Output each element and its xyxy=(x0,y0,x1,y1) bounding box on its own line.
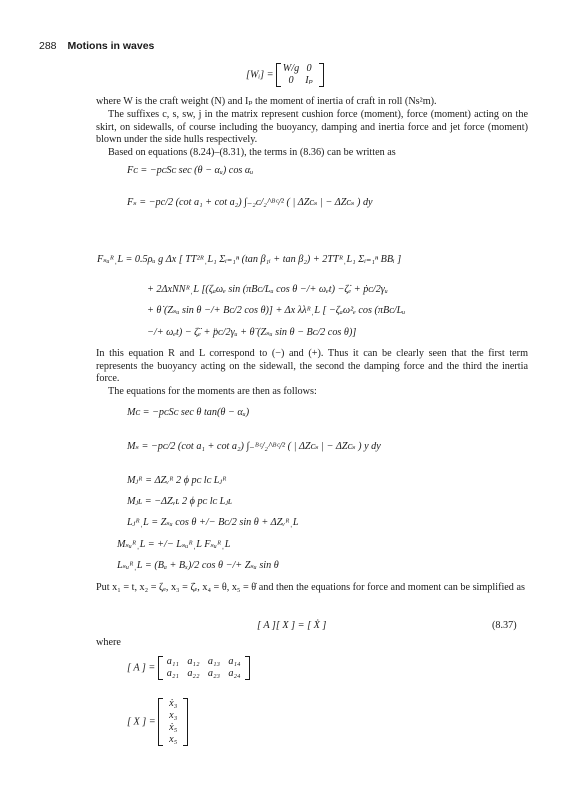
paragraph-r-and-l: In this equation R and L correspond to (−) and (+). Thus it can be clearly seen that the first term represents the buoyancy acting on the sidewall, the second the damping force and the third the inertia force. xyxy=(96,348,528,385)
where-label: where xyxy=(96,637,121,648)
paragraph-put-x: Put x₁ = t, x₂ = ζₑ, x₃ = ζ̇ₑ, x₄ = θ, x₅ = θ̇ and then the equations for force and moment can be simplified as xyxy=(96,582,525,593)
x-matrix-cell: x₅ xyxy=(169,734,178,745)
equation-x-matrix xyxy=(127,698,188,746)
x-matrix-lhs: [ X ] = xyxy=(127,716,156,728)
equation-fsw-line3: + θ̇ (Zₛᵤ sin θ −/+ Bᴄ/2 cos θ)] + Δx λλᴿˌL [ −ζₐω²ₑ cos (πBᴄ/Lᵤ xyxy=(147,305,406,316)
a-matrix-cell: a₁₃ xyxy=(207,656,221,667)
x-matrix-cell: x₃ xyxy=(169,710,178,721)
paragraph-based-on: Based on equations (8.24)–(8.31), the terms in (8.36) can be written as xyxy=(108,147,396,158)
a-matrix-cell: a₂₂ xyxy=(187,668,200,679)
equation-lsw: LₛᵤᴿˌL = (Bₐ + Bₓ)/2 cos θ −/+ Zₛᵤ sin θ xyxy=(117,560,279,571)
paragraph-where-w: where W is the craft weight (N) and Iₚ the moment of inertia of craft in roll (Ns²m). xyxy=(96,96,437,107)
w-matrix-cell: 0 xyxy=(288,75,294,86)
equation-a-matrix xyxy=(127,656,250,680)
equation-fc: Fᴄ = −pᴄSᴄ sec (θ − αᵤ) cos αᵤ xyxy=(127,165,254,176)
equation-fsw-line1: FₛᵤᴿˌL = 0.5ρᵤ g Δx [ TT²ᴿˌL₁ Σᵢ₌₁ⁿ (tan β₁ᵢ + tan β₂) + 2TTᴿˌL₁ Σᵢ₌₁ⁿ BBᵢ ] xyxy=(97,254,402,265)
w-matrix-cell: 0 xyxy=(306,63,312,74)
equation-mjr: Mⱼᴿ = ΔZᵥᴿ 2 ϕ pᴄ lᴄ Lⱼᴿ xyxy=(127,475,227,486)
equation-mc: Mᴄ = −pᴄSᴄ sec θ tan(θ − αᵤ) xyxy=(127,407,250,418)
equation-ms: Mₛ = −pᴄ/2 (cot a₁ + cot a₂) ∫₋ᴮᶜ/₂^ᴮᶜ/² ( | ΔZᴄₛ | − ΔZᴄₛ ) y dy xyxy=(127,441,381,452)
x-matrix-cell: ẋ₃ xyxy=(169,698,178,709)
a-matrix xyxy=(158,656,250,680)
equation-w-lhs: [Wᵢ] = xyxy=(246,69,274,81)
equation-w-matrix xyxy=(246,63,324,87)
paragraph-moments-intro: The equations for the moments are then as follows: xyxy=(108,386,317,397)
a-matrix-lhs: [ A ] = xyxy=(127,662,156,674)
page-number: 288 xyxy=(39,40,57,52)
equation-fsw-line2: + 2ΔxNNᴿˌL [(ζₐωₑ sin (πBᴄ/Lᵤ cos θ −/+ ωₑt) −ζ̇ₑ + ṗᴄ/2γᵤ xyxy=(147,284,388,295)
x-matrix-cell: ẋ₅ xyxy=(169,722,178,733)
w-matrix xyxy=(276,63,324,87)
a-matrix-cell: a₁₄ xyxy=(228,656,241,667)
a-matrix-cell: a₂₁ xyxy=(166,668,179,679)
running-header xyxy=(39,40,154,52)
w-matrix-cell: Iₚ xyxy=(305,75,313,86)
running-title: Motions in waves xyxy=(67,40,155,52)
a-matrix-cell: a₁₂ xyxy=(187,656,200,667)
paragraph-suffixes: The suffixes c, s, sw, j in the matrix represent cushion force (moment), force (moment) acting on the skirt, on sidewalls, of course including the buoyancy, damping and inertia force and jet force (moment) blown under the side hulls respectively. xyxy=(96,109,528,146)
equation-fs: Fₛ = −pc/2 (cot a₁ + cot a₂) ∫₋₂ᴄ/₂^ᴮᶜ/² ( | ΔZᴄₛ | − ΔZᴄₛ ) dy xyxy=(127,197,373,208)
equation-8-37: [ A ][ X ] = [ Ẋ ] xyxy=(257,620,327,631)
equation-msw: MₛᵤᴿˌL = +/− LₛᵤᴿˌL FₛᵤᴿˌL xyxy=(117,539,231,550)
a-matrix-cell: a₂₃ xyxy=(207,668,221,679)
a-matrix-cell: a₁₁ xyxy=(166,656,179,667)
w-matrix-cell: W/g xyxy=(282,63,300,74)
x-matrix xyxy=(158,698,188,746)
equation-fsw-line4: −/+ ωₑt) − ζ̈ₑ + p̈ᴄ/2γᵤ + θ̈ (Zₛᵤ sin θ − Bᴄ/2 cos θ)] xyxy=(147,327,357,338)
equation-ljrl: LⱼᴿˌL = Zₛᵤ cos θ +/− Bᴄ/2 sin θ + ΔZᵥᴿˌL xyxy=(127,517,299,528)
equation-mjl: Mⱼʟ = −ΔZᵥʟ 2 ϕ pᴄ lᴄ Lⱼʟ xyxy=(127,496,233,507)
equation-number-8-37: (8.37) xyxy=(492,620,517,631)
a-matrix-cell: a₂₄ xyxy=(228,668,241,679)
